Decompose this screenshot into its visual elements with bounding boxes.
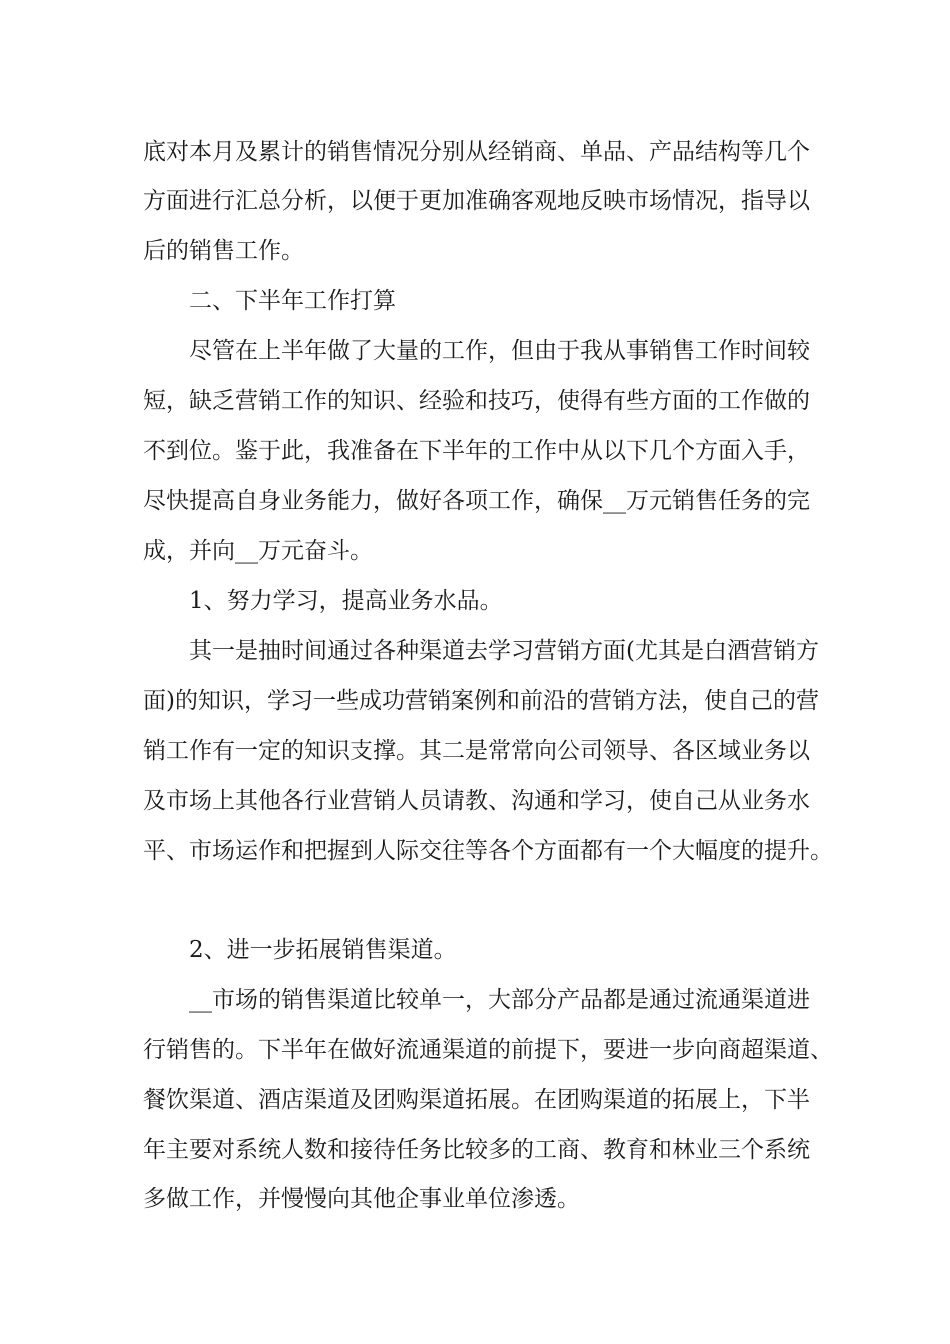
text-line-6: 短，缺乏营销工作的知识、经验和技巧，使得有些方面的工作做的: [143, 388, 810, 414]
text-line-2: 方面进行汇总分析，以便于更加准确客观地反映市场情况，指导以: [143, 188, 810, 214]
section-heading: 二、下半年工作打算: [189, 288, 396, 314]
subheading-1: 1、努力学习，提高业务水品。: [189, 588, 503, 614]
text-line-8: 尽快提高自身业务能力，做好各项工作，确保__万元销售任务的完: [143, 488, 810, 514]
text-line-12: 面)的知识，学习一些成功营销案例和前沿的营销方法，使自己的营: [143, 688, 819, 714]
text-line-1: 底对本月及累计的销售情况分别从经销商、单品、产品结构等几个: [143, 139, 810, 165]
subheading-2: 2、进一步拓展销售渠道。: [189, 937, 457, 963]
text-line-17: __市场的销售渠道比较单一，大部分产品都是通过流通渠道进: [189, 987, 810, 1013]
text-line-19: 餐饮渠道、酒店渠道及团购渠道拓展。在团购渠道的拓展上，下半: [143, 1087, 810, 1113]
text-line-14: 及市场上其他各行业营销人员请教、沟通和学习，使自己从业务水: [143, 788, 810, 814]
text-line-21: 多做工作，并慢慢向其他企事业单位渗透。: [143, 1186, 580, 1212]
text-line-9: 成，并向__万元奋斗。: [143, 538, 373, 564]
text-line-15: 平、市场运作和把握到人际交往等各个方面都有一个大幅度的提升。: [143, 838, 833, 864]
text-line-11: 其一是抽时间通过各种渠道去学习营销方面(尤其是白酒营销方: [189, 638, 819, 664]
text-line-7: 不到位。鉴于此，我准备在下半年的工作中从以下几个方面入手，: [143, 438, 810, 464]
text-line-20: 年主要对系统人数和接待任务比较多的工商、教育和林业三个系统: [143, 1137, 810, 1163]
text-line-13: 销工作有一定的知识支撑。其二是常常向公司领导、各区域业务以: [143, 738, 810, 764]
text-line-3: 后的销售工作。: [143, 238, 304, 264]
text-line-18: 行销售的。下半年在做好流通渠道的前提下，要进一步向商超渠道、: [143, 1037, 833, 1063]
text-line-5: 尽管在上半年做了大量的工作，但由于我从事销售工作时间较: [189, 338, 810, 364]
